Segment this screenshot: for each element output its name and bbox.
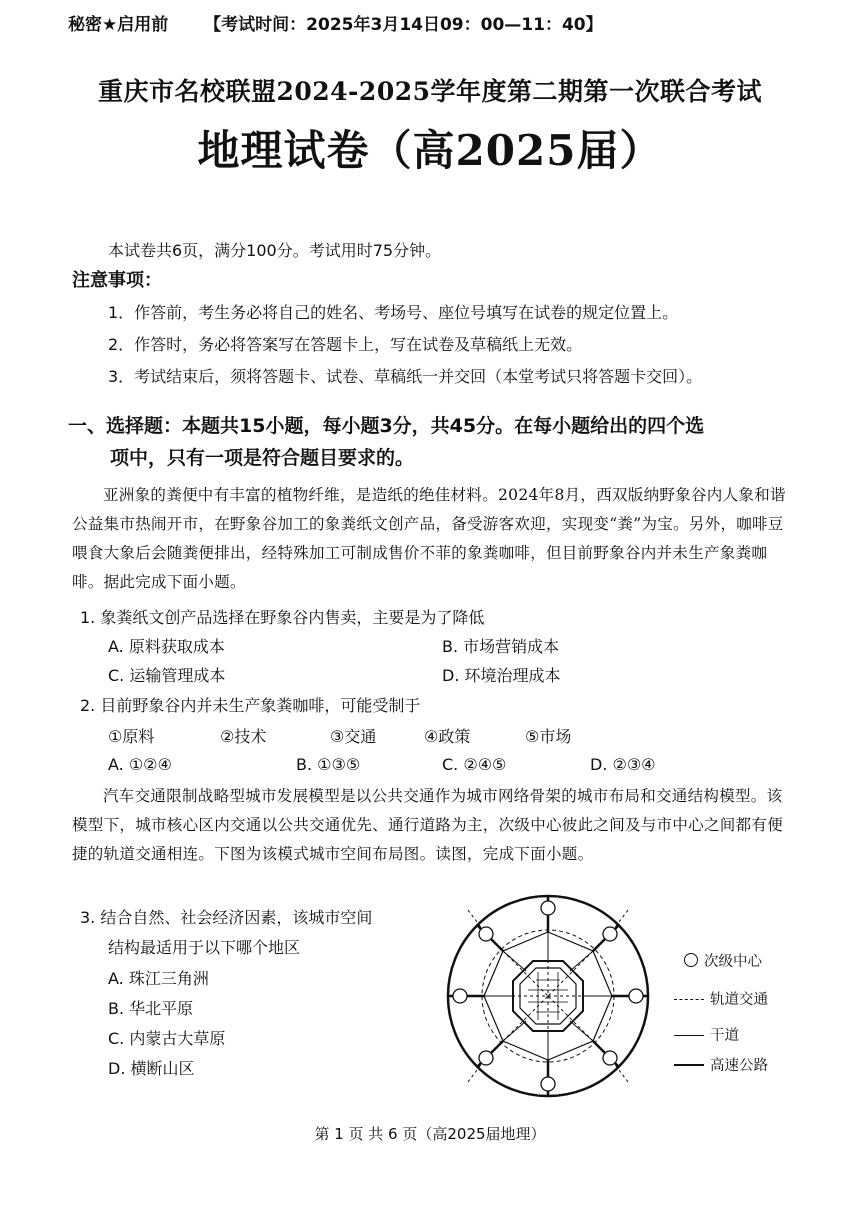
question-3-stem-line2: 结构最适用于以下哪个地区	[108, 938, 301, 957]
legend-road: 干道	[674, 1024, 739, 1045]
exam-title: 地理试卷（高2025届）	[197, 126, 663, 175]
q1-option-c: C. 运输管理成本	[108, 666, 226, 685]
sub-center-marker	[629, 989, 643, 1003]
secret-label: 秘密★启用前	[68, 15, 169, 35]
section-title-line1: 一、选择题：本题共15小题，每小题3分，共45分。在每小题给出的四个选	[68, 415, 705, 437]
sub-center-marker	[541, 901, 555, 915]
q1-option-b: B. 市场营销成本	[442, 637, 560, 656]
diagram-legend	[684, 950, 844, 1080]
exam-time: 【考试时间：2025年3月14日09：00—11：40】	[204, 15, 603, 35]
q2-option-d: D. ②③④	[590, 755, 656, 774]
sub-center-marker	[479, 927, 493, 941]
notice-heading: 注意事项：	[72, 270, 162, 291]
circle-icon	[684, 953, 698, 967]
q3-option-b: B. 华北平原	[108, 999, 194, 1018]
question-3-stem-line1: 3. 结合自然、社会经济因素，该城市空间	[80, 908, 373, 927]
q1-option-d: D. 环境治理成本	[442, 666, 561, 685]
legend-sub-center: 次级中心	[684, 950, 762, 971]
q2-option-a: A. ①②④	[108, 755, 172, 774]
q2-factor: ⑤市场	[525, 727, 572, 746]
legend-rail: 轨道交通	[674, 988, 768, 1009]
q2-factor: ①原料	[108, 727, 155, 746]
section-title	[68, 410, 798, 474]
q3-option-c: C. 内蒙古大草原	[108, 1029, 226, 1048]
sub-center-marker	[541, 1077, 555, 1091]
exam-header	[68, 10, 603, 35]
q2-factor: ③交通	[330, 727, 377, 746]
q2-option-b: B. ①③⑤	[296, 755, 361, 774]
city-layout-diagram	[428, 890, 668, 1105]
thick-line-icon	[674, 1064, 704, 1066]
q2-option-c: C. ②④⑤	[442, 755, 507, 774]
notice-item: 2．作答时，务必将答案写在答题卡上，写在试卷及草稿纸上无效。	[108, 335, 583, 354]
q3-option-d: D. 横断山区	[108, 1059, 195, 1078]
sub-center-marker	[479, 1051, 493, 1065]
exam-info: 本试卷共6页，满分100分。考试用时75分钟。	[108, 241, 442, 260]
page-footer: 第 1 页 共 6 页（高2025届地理）	[314, 1125, 546, 1143]
thin-line-icon	[674, 1035, 704, 1036]
exam-subtitle: 重庆市名校联盟2024-2025学年度第二期第一次联合考试	[97, 77, 763, 106]
question-1-stem: 1. 象粪纸文创产品选择在野象谷内售卖，主要是为了降低	[80, 608, 485, 627]
sub-center-marker	[453, 989, 467, 1003]
section-title-line2: 项中，只有一项是符合题目要求的。	[110, 447, 415, 469]
sub-center-marker	[603, 927, 617, 941]
q1-option-a: A. 原料获取成本	[108, 637, 225, 656]
notice-item: 1．作答前，考生务必将自己的姓名、考场号、座位号填写在试卷的规定位置上。	[108, 303, 679, 322]
notice-item: 3．考试结束后，须将答题卡、试卷、草稿纸一并交回（本堂考试只将答题卡交回）。	[108, 367, 703, 386]
dashed-line-icon	[674, 999, 704, 1000]
question-2-stem: 2. 目前野象谷内并未生产象粪咖啡，可能受制于	[80, 696, 421, 715]
sub-center-marker	[603, 1051, 617, 1065]
material-passage-2: 汽车交通限制战略型城市发展模型是以公共交通作为城市网络骨架的城市布局和交通结构模型。该模型下，城市核心区内交通以公共交通优先、通行道路为主，次级中心彼此之间及与市中心之间都有便捷的轨道交通相连。下图为该模式城市空间布局图。读图，完成下面小题。	[72, 787, 784, 863]
q2-factor: ④政策	[424, 727, 471, 746]
material-passage-1: 亚洲象的粪便中有丰富的植物纤维，是造纸的绝佳材料。2024年8月，西双版纳野象谷内人象和谐公益集市热闹开市，在野象谷加工的象粪纸文创产品，备受游客欢迎，实现变“粪”为宝。另外，咖啡豆喂食大象后会随粪便排出，经特殊加工可制成售价不菲的象粪咖啡，但目前野象谷内并未生产象粪咖啡。据此完成下面小题。	[72, 486, 786, 591]
q2-factor: ②技术	[220, 727, 267, 746]
q3-option-a: A. 珠江三角洲	[108, 969, 209, 988]
legend-highway: 高速公路	[674, 1054, 768, 1075]
